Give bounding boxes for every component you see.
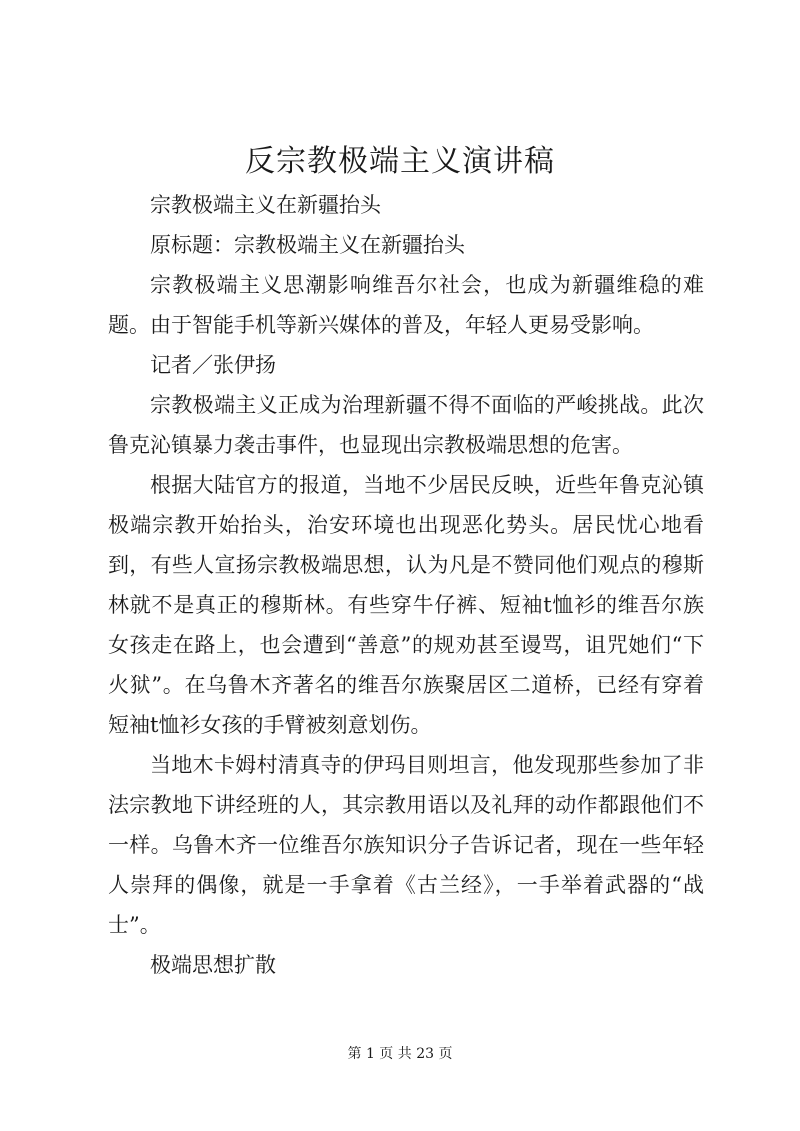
document-title: 反宗教极端主义演讲稿 [245,144,555,179]
paragraph: 当地木卡姆村清真寺的伊玛目则坦言，他发现那些参加了非法宗教地下讲经班的人，其宗教用语以及礼拜的动作都跟他们不一样。乌鲁木齐一位维吾尔族知识分子告诉记者，现在一些年轻人崇拜的偶像，就是一手拿着《古兰经》，一手举着武器的“战士”。 [108,753,704,937]
paragraph: 宗教极端主义在新疆抬头 [150,193,381,217]
paragraph: 极端思想扩散 [150,953,276,977]
paragraph: 宗教极端主义思潮影响维吾尔社会，也成为新疆维稳的难题。由于智能手机等新兴媒体的普及，年轻人更易受影响。 [108,273,704,337]
paragraph: 记者／张伊扬 [150,353,276,377]
paragraph: 宗教极端主义正成为治理新疆不得不面临的严峻挑战。此次鲁克沁镇暴力袭击事件，也显现出宗教极端思想的危害。 [108,393,704,457]
document-body [108,185,704,985]
page-footer: 第 1 页 共 23 页 [347,1046,453,1062]
paragraph: 根据大陆官方的报道，当地不少居民反映，近些年鲁克沁镇极端宗教开始抬头，治安环境也出现恶化势头。居民忧心地看到，有些人宣扬宗教极端思想，认为凡是不赞同他们观点的穆斯林就不是真正的穆斯林。有些穿牛仔裤、短袖t恤衫的维吾尔族女孩走在路上，也会遭到“善意”的规劝甚至谩骂，诅咒她们“下火狱”。在乌鲁木齐著名的维吾尔族聚居区二道桥，已经有穿着短袖t恤衫女孩的手臂被刻意划伤。 [108,473,704,737]
paragraph: 原标题：宗教极端主义在新疆抬头 [150,233,465,257]
